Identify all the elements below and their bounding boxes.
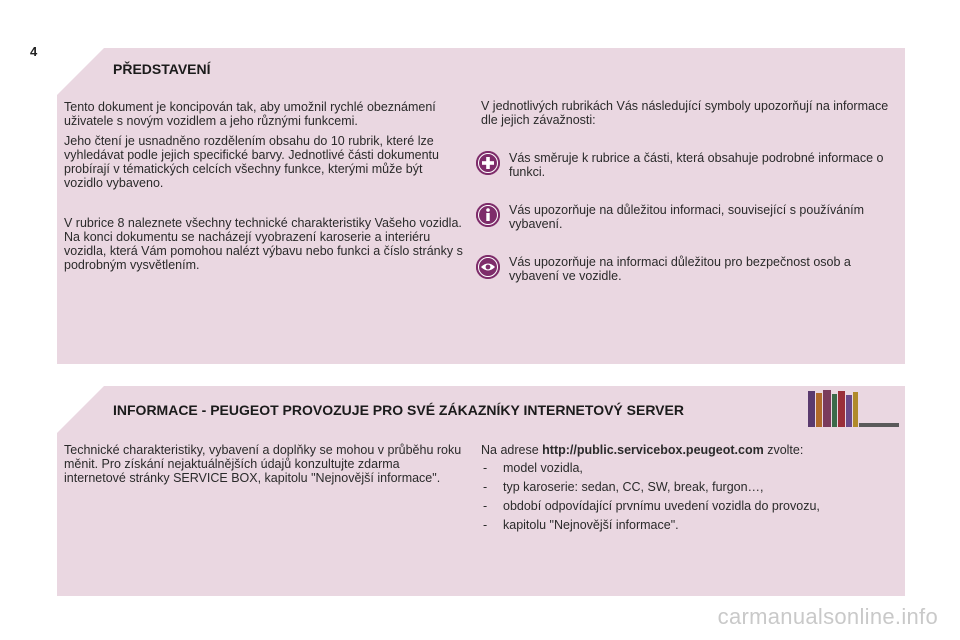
list-item: - kapitolu "Nejnovější informace". xyxy=(481,518,891,532)
intro-paragraph-2: Jeho čtení je usnadněno rozdělením obsahu do 10 rubrik, které lze vyhledávat podle jejich specifické barvy. Jednotlivé části dokumentu probírají v tématických celcích všechny funkce, kterými může být vozidlo vybaveno. xyxy=(64,134,439,190)
eye-icon xyxy=(476,255,500,279)
list-item: - model vozidla, xyxy=(481,461,891,475)
servicebox-url[interactable]: http://public.servicebox.peugeot.com xyxy=(542,443,764,457)
symbol-eye-text: Vás upozorňuje na informaci důležitou pro bezpečnost osob a vybavení ve vozidle. xyxy=(509,255,851,283)
page-number: 4 xyxy=(30,44,38,59)
symbols-intro: V jednotlivých rubrikách Vás následující symboly upozorňují na informace dle jejich závažnosti: xyxy=(481,99,889,127)
servicebox-address: Na adrese http://public.servicebox.peugeot.com zvolte: xyxy=(481,443,804,457)
section-title-information: INFORMACE - PEUGEOT PROVOZUJE PRO SVÉ ZÁKAZNÍKY INTERNETOVÝ SERVER xyxy=(113,402,684,418)
information-left-column: Technické charakteristiky, vybavení a doplňky se mohou v průběhu roku měnit. Pro získání nejaktuálnějších údajů konzultujte zdarma internetové stránky SERVICE BOX, kapitolu "Nejnovější informace". xyxy=(64,443,462,485)
watermark: carmanualsonline.info xyxy=(717,604,938,629)
choice-list xyxy=(481,461,891,532)
intro-paragraph-3: V rubrice 8 naleznete všechny technické charakteristiky Vašeho vozidla. Na konci dokumentu se nacházejí vyobrazení karoserie a interiéru vozidla, která Vám pomohou nalézt výbavu nebo funkci a číslo stránky s podrobným vysvětlením. xyxy=(64,216,463,272)
symbol-info-text: Vás upozorňuje na důležitou informaci, související s používáním vybavení. xyxy=(509,203,865,231)
list-item: - období odpovídající prvnímu uvedení vozidla do provozu, xyxy=(481,499,891,513)
intro-paragraph-1: Tento dokument je koncipován tak, aby umožnil rychlé obeznámení uživatele s novým vozidlem a jeho různými funkcemi. xyxy=(64,100,436,128)
list-item: - typ karoserie: sedan, CC, SW, break, furgon…, xyxy=(481,480,891,494)
information-right-column xyxy=(481,443,891,537)
info-icon xyxy=(476,203,500,227)
symbol-plus-text: Vás směruje k rubrice a části, která obsahuje podrobné informace o funkci. xyxy=(509,151,884,179)
section-title-intro: PŘEDSTAVENÍ xyxy=(113,61,211,77)
books-icon xyxy=(806,389,902,429)
plus-icon xyxy=(476,151,500,175)
intro-left-column xyxy=(64,100,464,278)
